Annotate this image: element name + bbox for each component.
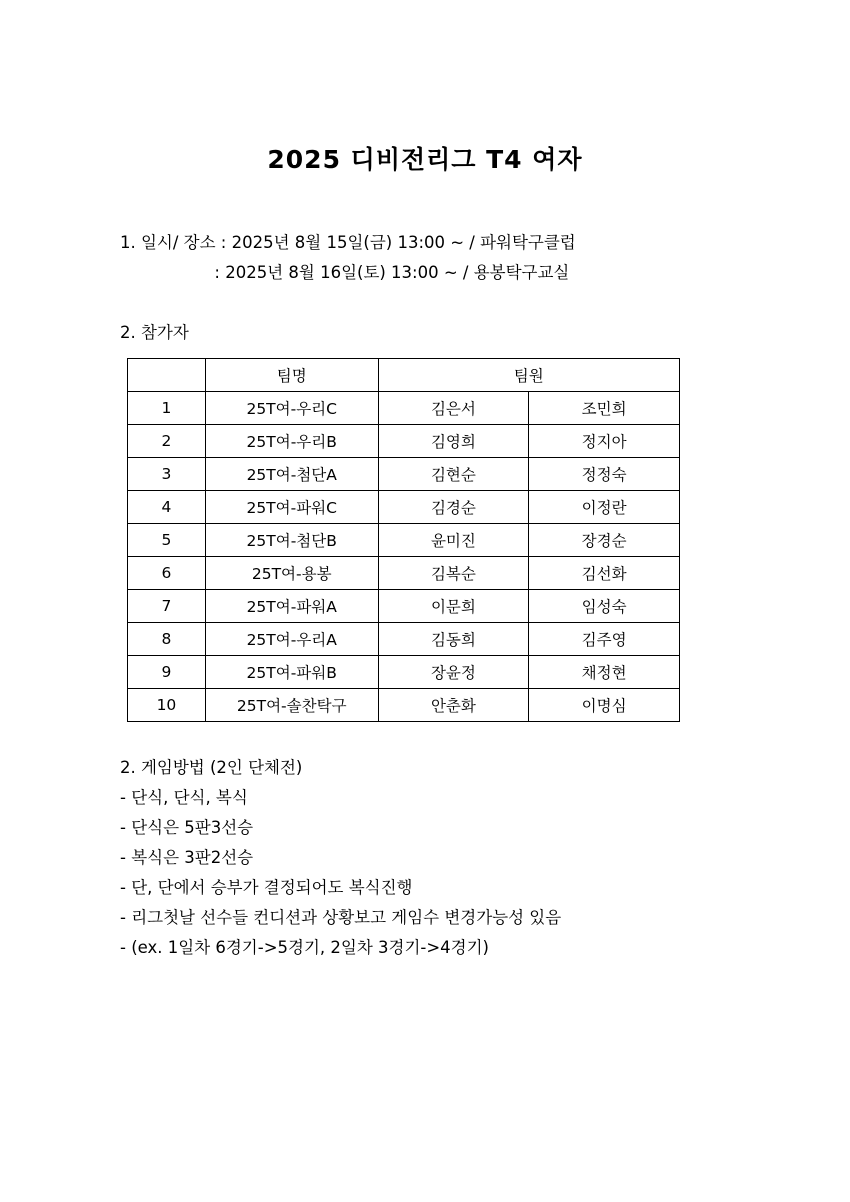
table-row — [128, 689, 680, 722]
game-rule-item: - 단, 단에서 승부가 결정되어도 복식진행 — [120, 878, 413, 897]
cell-member-2: 임성숙 — [529, 590, 680, 623]
schedule-line-2: : 2025년 8월 16일(토) 13:00 ~ / 용봉탁구교실 — [120, 263, 570, 282]
game-rule-item: - 복식은 3판2선승 — [120, 848, 254, 867]
table-row — [128, 623, 680, 656]
cell-number: 4 — [128, 491, 206, 524]
cell-team-name: 25T여-우리B — [205, 425, 378, 458]
cell-member-1: 김복순 — [378, 557, 529, 590]
table-row — [128, 590, 680, 623]
table-row — [128, 524, 680, 557]
cell-member-1: 김은서 — [378, 392, 529, 425]
cell-member-1: 김현순 — [378, 458, 529, 491]
cell-member-2: 장경순 — [529, 524, 680, 557]
cell-member-2: 조민희 — [529, 392, 680, 425]
table-row — [128, 425, 680, 458]
cell-number: 9 — [128, 656, 206, 689]
cell-team-name: 25T여-파워C — [205, 491, 378, 524]
cell-member-1: 장윤정 — [378, 656, 529, 689]
cell-team-name: 25T여-파워A — [205, 590, 378, 623]
participants-heading: 2. 참가자 — [120, 323, 189, 342]
cell-number: 5 — [128, 524, 206, 557]
table-row — [128, 557, 680, 590]
table-row — [128, 458, 680, 491]
cell-number: 3 — [128, 458, 206, 491]
cell-team-name: 25T여-첨단B — [205, 524, 378, 557]
header-blank — [128, 359, 206, 392]
cell-member-1: 윤미진 — [378, 524, 529, 557]
table-row — [128, 656, 680, 689]
cell-team-name: 25T여-솔찬탁구 — [205, 689, 378, 722]
cell-member-2: 김선화 — [529, 557, 680, 590]
cell-team-name: 25T여-파워B — [205, 656, 378, 689]
header-members: 팀원 — [378, 359, 679, 392]
cell-member-2: 이정란 — [529, 491, 680, 524]
cell-member-2: 정지아 — [529, 425, 680, 458]
cell-member-2: 이명심 — [529, 689, 680, 722]
game-rule-item: - 단식은 5판3선승 — [120, 818, 254, 837]
cell-team-name: 25T여-우리C — [205, 392, 378, 425]
table-row — [128, 392, 680, 425]
cell-number: 10 — [128, 689, 206, 722]
cell-team-name: 25T여-첨단A — [205, 458, 378, 491]
cell-member-2: 김주영 — [529, 623, 680, 656]
game-rule-item: - 단식, 단식, 복식 — [120, 788, 248, 807]
cell-number: 6 — [128, 557, 206, 590]
cell-member-1: 이문희 — [378, 590, 529, 623]
cell-member-1: 안춘화 — [378, 689, 529, 722]
cell-number: 7 — [128, 590, 206, 623]
page-title: 2025 디비전리그 T4 여자 — [267, 145, 583, 174]
cell-number: 1 — [128, 392, 206, 425]
table-header-row — [128, 359, 680, 392]
cell-member-1: 김경순 — [378, 491, 529, 524]
cell-team-name: 25T여-우리A — [205, 623, 378, 656]
participants-table — [127, 358, 680, 722]
participant-rows — [128, 392, 680, 722]
game-rule-item: - (ex. 1일차 6경기->5경기, 2일차 3경기->4경기) — [120, 938, 489, 957]
cell-member-1: 김영희 — [378, 425, 529, 458]
table-row — [128, 491, 680, 524]
cell-number: 2 — [128, 425, 206, 458]
cell-member-2: 정정숙 — [529, 458, 680, 491]
header-team-name: 팀명 — [205, 359, 378, 392]
game-method-heading: 2. 게임방법 (2인 단체전) — [120, 758, 303, 777]
cell-number: 8 — [128, 623, 206, 656]
cell-member-1: 김동희 — [378, 623, 529, 656]
schedule-line-1: 1. 일시/ 장소 : 2025년 8월 15일(금) 13:00 ~ / 파워탁구클럽 — [120, 233, 576, 252]
cell-member-2: 채정현 — [529, 656, 680, 689]
game-rule-item: - 리그첫날 선수들 컨디션과 상황보고 게임수 변경가능성 있음 — [120, 908, 562, 927]
cell-team-name: 25T여-용봉 — [205, 557, 378, 590]
